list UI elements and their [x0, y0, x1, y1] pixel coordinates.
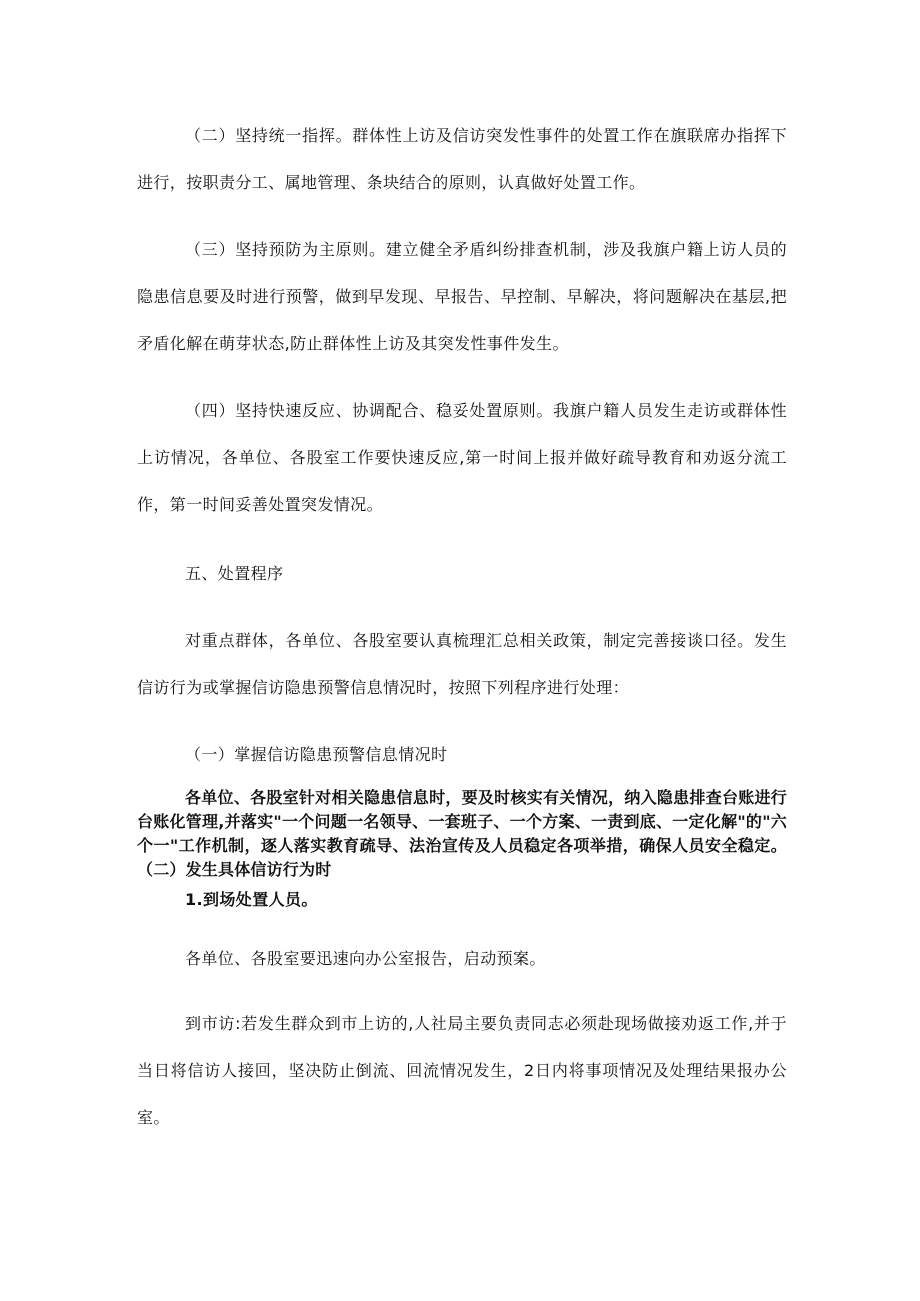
- section-heading-procedure: 五、处置程序: [185, 564, 284, 583]
- paragraph-report-office: 各单位、各股室要迅速向办公室报告，启动预案。: [185, 949, 546, 968]
- paragraph-prevention-first: （三）坚持预防为主原则。建立健全矛盾纠纷排查机制，涉及我旗户籍上访人员的隐患信息要及时进行预警，做到早发现、早报告、早控制、早解决，将问题解决在基层,把矛盾化解在萌芽状态,防止群体性上访及其突发性事件发生。: [137, 240, 787, 353]
- paragraph-rapid-response: （四）坚持快速反应、协调配合、稳妥处置原则。我旗户籍人员发生走访或群体性上访情况，各单位、各股室工作要快速反应,第一时间上报并做好疏导教育和劝返分流工作，第一时间妥善处置突发情况。: [137, 401, 787, 514]
- paragraph-unified-command: （二）坚持统一指挥。群体性上访及信访突发性事件的处置工作在旗联席办指挥下进行，按职责分工、属地管理、条块结合的原则，认真做好处置工作。: [137, 126, 787, 192]
- subheading-warning-info: （一）掌握信访隐患预警信息情况时: [185, 745, 448, 764]
- paragraph-key-groups: 对重点群体，各单位、各股室要认真梳理汇总相关政策，制定完善接谈口径。发生信访行为或掌握信访隐患预警信息情况时，按照下列程序进行处理：: [137, 631, 787, 697]
- paragraph-city-petition: 到市访:若发生群众到市上访的,人社局主要负责同志必须赴现场做接劝返工作,并于当日将信访人接回，坚决防止倒流、回流情况发生，2日内将事项情况及处理结果报办公室。: [137, 1014, 787, 1127]
- subheading-onsite-personnel: 1.到场处置人员。: [185, 890, 318, 909]
- paragraph-ledger-management: 各单位、各股室针对相关隐患信息时，要及时核实有关情况，纳入隐患排查台账进行台账化管理,并落实"一个问题一名领导、一套班子、一个方案、一责到底、一定化解"的"六个一"工作机制，逐人落实教育疏导、法治宣传及人员稳定各项举措，确保人员安全稳定。（二）发生具体信访行为时: [137, 788, 787, 879]
